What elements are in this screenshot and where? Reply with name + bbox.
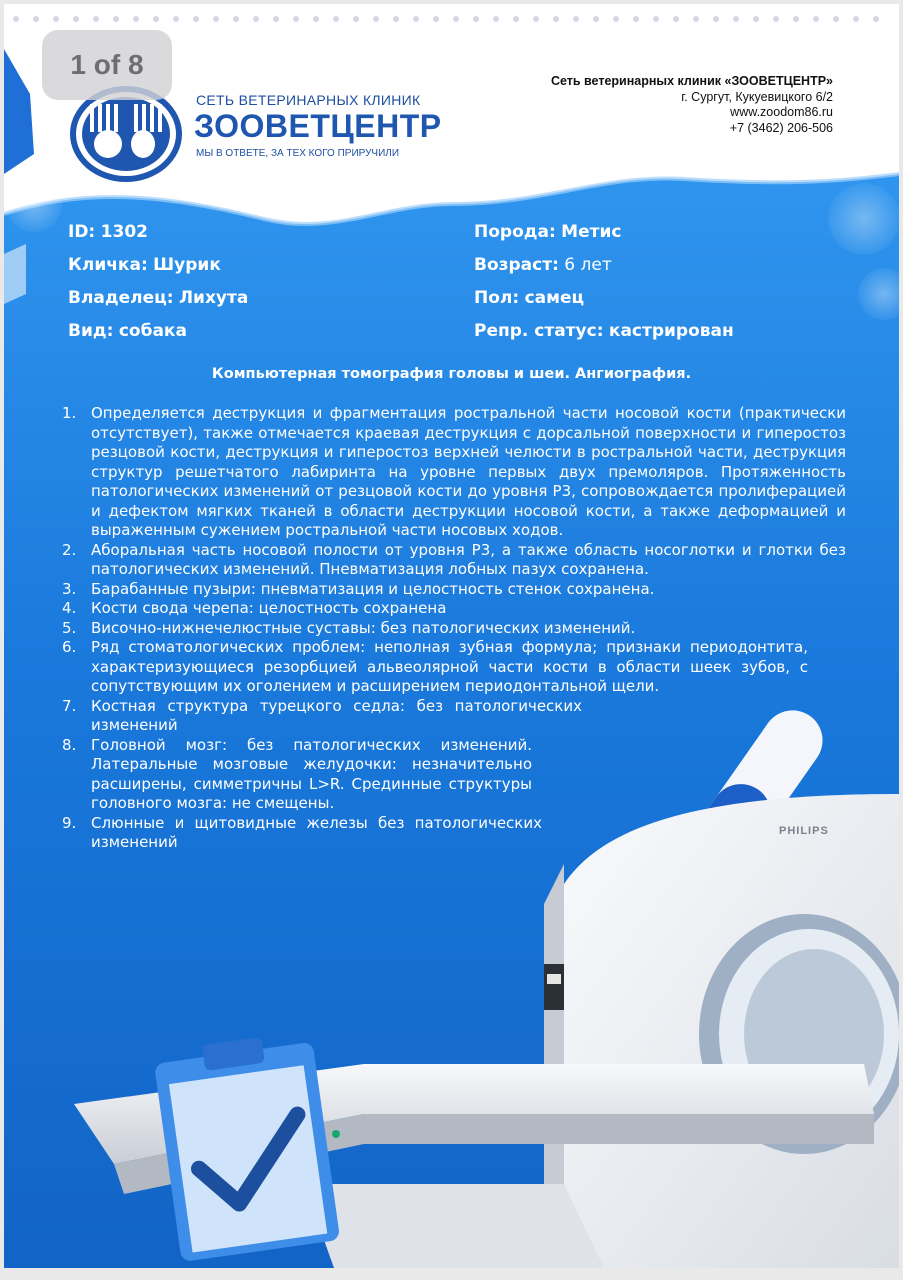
finding-number: 9. [62,813,77,832]
finding-text: Кости свода черепа: целостность сохранена [91,599,447,617]
logo-slogan: МЫ В ОТВЕТЕ, ЗА ТЕХ КОГО ПРИРУЧИЛИ [196,148,400,159]
repro-row [474,321,734,354]
clinic-address: г. Сургут, Кукуевицкого 6/2 [681,89,833,104]
id-label: ID: [68,222,96,242]
patient-id-row [68,222,248,255]
id-value: 1302 [100,222,148,242]
clinic-phone[interactable]: +7 (3462) 206-506 [729,120,833,135]
logo-tagline: СЕТЬ ВЕТЕРИНАРНЫХ КЛИНИК [196,92,421,108]
logo-brand: ЗООВЕТЦЕНТР [194,108,442,144]
finding-text: Слюнные и щитовидные железы без патологических изменений [91,813,542,851]
finding-item [62,638,808,697]
sex-value: самец [524,288,585,308]
clinic-name: Сеть ветеринарных клиник «ЗООВЕТЦЕНТР» [550,74,833,88]
finding-text: Аборальная часть носовой полости от уровня Р3, а также область носоглотки и глотки без патологических изменений. Пневматизация лобных пазух сохранена. [91,540,846,578]
patient-info-left [68,222,248,354]
owner-value: Лихута [178,288,249,308]
finding-number: 2. [62,540,77,559]
scanner-brand-label: PHILIPS [779,825,829,837]
owner-label: Владелец: [68,288,174,308]
breed-row [474,222,734,255]
breed-label: Порода: [474,222,556,242]
owner-row [68,288,248,321]
repro-label: Репр. статус: [474,321,604,341]
finding-item [62,541,846,580]
age-label: Возраст: [474,255,559,275]
finding-item [62,599,846,619]
finding-item [62,619,846,639]
finding-item [62,404,846,541]
finding-number: 7. [62,696,77,715]
repro-value: кастрирован [608,321,734,341]
finding-text: Ряд стоматологических проблем: неполная зубная формула; признаки периодонтита, характеризующиеся резорбцией альвеолярной части кости в области шеек зубов, с сопутствующим их оголением и расширением периодонтальной щели. [91,638,808,695]
report-title: Компьютерная томография головы и шеи. Ангиография. [211,366,692,382]
finding-text: Барабанные пузыри: пневматизация и целостность стенок сохранена. [91,579,655,598]
finding-item [62,814,542,853]
species-row [68,321,248,354]
findings-list [62,404,846,853]
finding-item [62,697,582,736]
breed-value: Метис [561,222,622,242]
sex-row [474,288,734,321]
finding-item [62,736,532,814]
species-label: Вид: [68,321,114,341]
report-page [4,4,899,1268]
pet-name-label: Кличка: [68,255,148,275]
age-row [474,255,734,288]
finding-text: Определяется деструкция и фрагментация ростральной части носовой кости (практически отсутствует), также отмечается краевая деструкция с дорсальной поверхности и гиперостоз резцовой кости, деструкция и гиперостоз верхней челюсти в ростральной части, деструкция структур решетчатого лабиринта на уровне первых двух премоляров. Протяженность патологических изменений от резцовой кости до уровня Р3, сопровождается пролиферацией и дефектом мягких тканей в области деструкции носовой кости, а также деформацией и выраженным сужением ростральной части носовых ходов. [91,404,846,539]
pet-name-value: Шурик [153,255,221,275]
species-value: собака [118,321,187,341]
age-value: 6 лет [564,255,612,275]
patient-info-right [474,222,734,354]
finding-number: 5. [62,618,77,637]
finding-text: Костная структура турецкого седла: без патологических изменений [91,696,582,734]
clinic-website[interactable]: www.zoodom86.ru [730,105,833,119]
finding-text: Височно-нижнечелюстные суставы: без патологических изменений. [91,618,636,637]
patient-name-row [68,255,248,288]
finding-number: 4. [62,599,77,617]
finding-item [62,580,846,600]
clinic-contacts [551,74,833,136]
finding-text: Головной мозг: без патологических изменений. Латеральные мозговые желудочки: незначительно расширены, симметричны L>R. Срединные структуры головного мозга: не смещены. [91,735,532,812]
finding-number: 3. [62,579,77,598]
finding-number: 8. [62,735,77,754]
finding-number: 1. [62,404,77,422]
finding-number: 6. [62,638,77,656]
page-counter: 1 of 8 [42,30,172,100]
sex-label: Пол: [474,288,520,308]
